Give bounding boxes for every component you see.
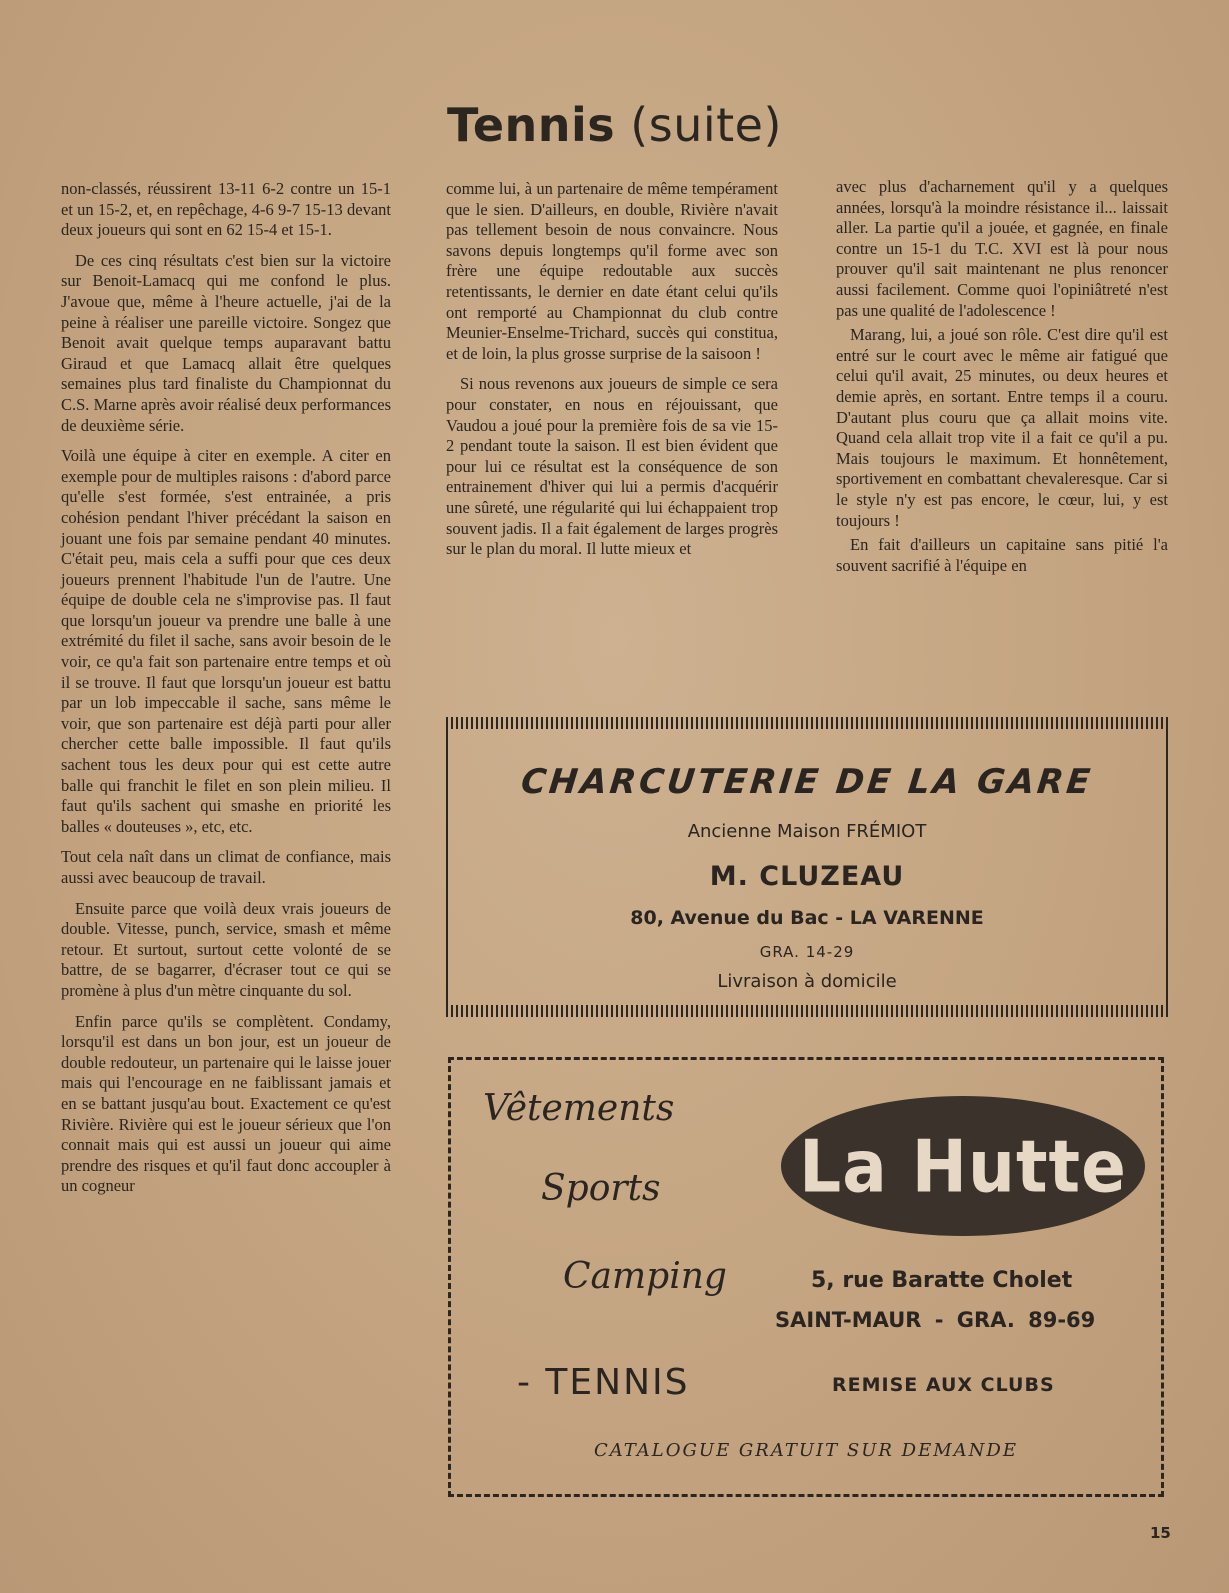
paragraph: avec plus d'acharnement qu'il y a quelques années, lorsqu'à la moindre résistance il... laissait aller. La partie qu'il a jouée, et gagnée, en finale contre un 15-1 du T.C. XVI est là pour nous prouver qu'il sait maintenant ne plus renoncer aussi facilement. Comme quoi l'opiniâtreté n'est pas une qualité de l'adolescence !	[836, 177, 1168, 320]
brand-name: La Hutte	[799, 1123, 1127, 1209]
hatched-border-bottom	[446, 1005, 1168, 1017]
advertisement-la-hutte	[448, 1057, 1164, 1497]
delivery-note: Livraison à domicile	[717, 971, 897, 992]
ad-line-camping: Camping	[563, 1256, 727, 1297]
article-column-3	[836, 177, 1168, 586]
shop-phone: GRA. 14-29	[759, 943, 855, 961]
shop-city-phone: SAINT-MAUR - GRA. 89-69	[775, 1308, 1096, 1332]
paragraph: Enfin parce qu'ils se complètent. Condamy, lorsqu'il est dans un bon jour, est un joueur de double redouteur, un partenaire qui le laisse jouer mais qui l'encourage en ne faiblissant jamais et en se battant jusqu'au bout. Exactement ce qu'est Rivière. Rivière qui est le joueur sérieux que l'on connait mais qui est aussi un joueur qui aime prendre des risques et qu'il faut donc accoupler à un cogneur	[61, 1011, 391, 1196]
page-title	[0, 98, 1229, 152]
advertisement-box	[446, 729, 1168, 1005]
hatched-border-top	[446, 717, 1168, 729]
former-owner: Ancienne Maison FRÉMIOT	[687, 821, 927, 842]
paragraph: Si nous revenons aux joueurs de simple ce sera pour constater, en nous en réjouissant, que Vaudou a joué pour la première fois de sa vie 15-2 pendant toute la saison. Il est bien évident que pour lui ce résultat est la conséquence de son entrainement d'hiver qui lui a permis d'acquérir une sûreté, une régularité qui lui échappaient trop souvent jadis. Il a fait également de larges progrès sur le plan du moral. Il lutte mieux et	[446, 374, 778, 559]
paragraph: Marang, lui, a joué son rôle. C'est dire qu'il est entré sur le court avec le même air fatigué que celui qu'il avait, 25 minutes, ou deux heures et demie après, en sortant. Entre temps il a couru. D'autant plus couru que ça allait moins vite. Quand cela allait trop vite il a fait ce qu'il a pu. Mais toujours le maximum. Et honnêtement, sportivement en combattant chevaleresque. Car si le style n'y est pas encore, le cœur, lui, y est toujours !	[836, 325, 1168, 530]
ad-line-vetements: Vêtements	[483, 1088, 675, 1129]
paragraph: En fait d'ailleurs un capitaine sans pitié l'a souvent sacrifié à l'équipe en	[836, 535, 1168, 575]
title-main: Tennis	[447, 98, 616, 152]
page-number: 15	[1150, 1524, 1171, 1542]
ad-line-tennis: - TENNIS	[517, 1362, 690, 1403]
ad-line-sports: Sports	[541, 1168, 661, 1209]
shop-address: 80, Avenue du Bac - LA VARENNE	[630, 907, 984, 929]
title-suite: (suite)	[630, 98, 782, 152]
paragraph: Tout cela naît dans un climat de confiance, mais aussi avec beaucoup de travail.	[61, 847, 391, 887]
club-discount: REMISE AUX CLUBS	[832, 1374, 1055, 1396]
advertisement-charcuterie	[446, 717, 1168, 1017]
paragraph: non-classés, réussirent 13-11 6-2 contre un 15-1 et un 15-2, et, en repêchage, 4-6 9-7 15-13 devant deux joueurs qui sont en 62 15-4 et 15-1.	[61, 179, 391, 240]
article-column-1	[61, 179, 391, 1207]
brand-logo	[781, 1096, 1145, 1236]
paragraph: comme lui, à un partenaire de même tempérament que le sien. D'ailleurs, en double, Rivière n'avait pas tellement besoin de nous convaincre. Nous savons depuis longtemps qu'il forme avec son frère une équipe redoutable aux succès retentissants, le dernier en date étant celui qu'ils ont remporté au Championnat du club contre Meunier-Enselme-Trichard, succès qui constitua, et de loin, la plus grosse surprise de la saisoon !	[446, 179, 778, 363]
article-column-2	[446, 179, 778, 570]
owner-name: M. CLUZEAU	[709, 861, 905, 892]
catalogue-note: CATALOGUE GRATUIT SUR DEMANDE	[594, 1440, 1018, 1461]
paragraph: De ces cinq résultats c'est bien sur la victoire sur Benoit-Lamacq qui me confond le plus. J'avoue que, même à l'heure actuelle, j'ai de la peine à réaliser une pareille victoire. Songez que Benoit avait quelque temps auparavant battu Giraud et que Lamacq allait être quelques semaines plus tard finaliste du Championnat du C.S. Marne après avoir réalisé deux performances de deuxième série.	[61, 250, 391, 435]
shop-address: 5, rue Baratte Cholet	[811, 1268, 1073, 1293]
paragraph: Voilà une équipe à citer en exemple. A citer en exemple pour de multiples raisons : d'abord parce qu'elle s'est formée, s'est entrainée, a pris cohésion pendant l'hiver précédant la saison en jouant une fois par semaine pendant 40 minutes. C'était peu, mais cela a suffi pour que ces deux joueurs prennent l'habitude l'un de l'autre. Une équipe de double cela ne s'improvise pas. Il faut que lorsqu'un joueur va prendre une balle à une extrémité du filet il sache, sans avoir besoin de le voir, ce qu'a fait son partenaire entre temps et où il se trouve. Il faut que lorsqu'un joueur est battu par un lob impeccable il sache, sans même le voir, que son partenaire est déjà parti pour aller chercher cette balle impossible. Il faut qu'ils sachent tous les deux pour qui est cette autre balle qui franchit le filet en son plein milieu. Il faut qu'ils sachent qui smashe en priorité les balles « douteuses », etc, etc.	[61, 446, 391, 836]
shop-name: CHARCUTERIE DE LA GARE	[519, 762, 1095, 802]
paragraph: Ensuite parce que voilà deux vrais joueurs de double. Vitesse, punch, service, smash et même retour. Et surtout, surtout cette volonté de se battre, de se bagarrer, d'écraser tout ce qui se promène à plus d'un mètre cinquante du sol.	[61, 898, 391, 1000]
